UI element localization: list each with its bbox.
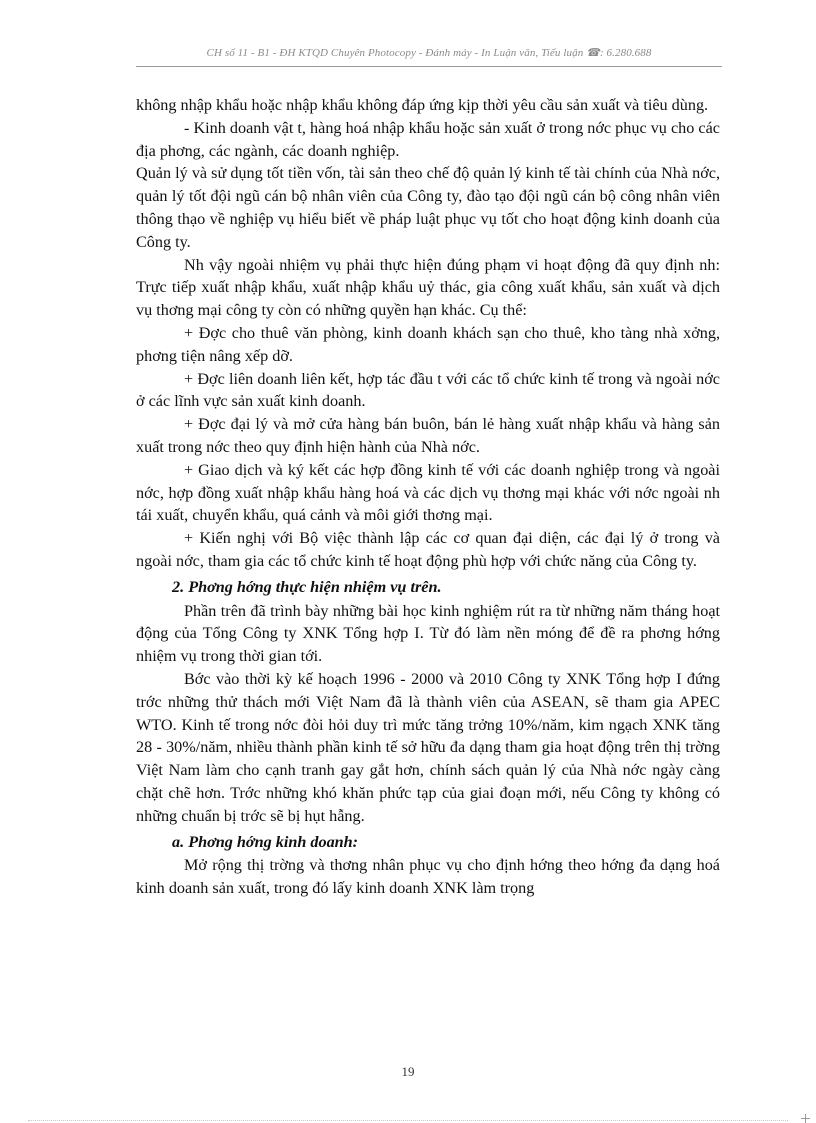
footer-divider: [28, 1120, 788, 1121]
document-body: [136, 94, 720, 900]
paragraph: Bớc vào thời kỳ kế hoạch 1996 - 2000 và 2010 Công ty XNK Tổng hợp I đứng trớc những thử thách mới Việt Nam đã là thành viên của ASEAN, sẽ tham gia APEC WTO. Kinh tế trong nớc đòi hỏi duy trì mức tăng trởng 10%/năm, kim ngạch XNK tăng 28 - 30%/năm, nhiều thành phần kinh tế sở hữu đa dạng tham gia hoạt động trên thị trờng Việt Nam làm cho cạnh tranh gay gắt hơn, chính sách quản lý của Nhà nớc ngày càng chặt chẽ hơn. Trớc những khó khăn phức tạp của giai đoạn mới, nếu Công ty không có những chuẩn bị trớc sẽ bị hụt hẫng.: [136, 669, 720, 825]
paragraph: Quản lý và sử dụng tốt tiền vốn, tài sản theo chế độ quản lý kinh tế tài chính của Nhà nớc, quản lý tốt đội ngũ cán bộ nhân viên của Công ty, đào tạo đội ngũ cán bộ công nhân viên thông thạo về nghiệp vụ hiểu biết về pháp luật phục vụ tốt cho hoạt động kinh doanh của Công ty.: [136, 164, 720, 251]
page-number: 19: [401, 1064, 415, 1079]
corner-crop-mark: [801, 1114, 810, 1123]
paragraph: + Đợc liên doanh liên kết, hợp tác đầu t với các tổ chức kinh tế trong và ngoài nớc ở các lĩnh vực sản xuất kinh doanh.: [136, 369, 720, 411]
page-header: CH số 11 - B1 - ĐH KTQD Chuyên Photocopy - Đánh máy - In Luận văn, Tiểu luận ☎: 6.280.688: [206, 47, 652, 59]
paragraph: Mở rộng thị trờng và thơng nhân phục vụ cho định hớng theo hớng đa dạng hoá kinh doanh sản xuất, trong đó lấy kinh doanh XNK làm trọng: [136, 856, 720, 898]
paragraph: Nh vậy ngoài nhiệm vụ phải thực hiện đúng phạm vi hoạt động đã quy định nh: Trực tiếp xuất nhập khẩu, xuất nhập khẩu uỷ thác, gia công xuất khẩu, sản xuất và dịch vụ thơng mại công ty còn có những quyền hạn khác. Cụ thể:: [136, 255, 720, 320]
header-divider: [136, 66, 722, 67]
subsection-heading: a. Phơng hớng kinh doanh:: [172, 832, 359, 851]
paragraph: + Đợc cho thuê văn phòng, kinh doanh khách sạn cho thuê, kho tàng nhà xởng, phơng tiện nâng xếp dỡ.: [136, 323, 720, 365]
paragraph: - Kinh doanh vật t, hàng hoá nhập khẩu hoặc sản xuất ở trong nớc phục vụ cho các địa phơng, các ngành, các doanh nghiệp.: [136, 118, 720, 160]
paragraph: không nhập khẩu hoặc nhập khẩu không đáp ứng kịp thời yêu cầu sản xuất và tiêu dùng.: [136, 96, 709, 114]
paragraph: + Đợc đại lý và mở cửa hàng bán buôn, bán lẻ hàng xuất nhập khẩu và hàng sản xuất trong nớc theo quy định hiện hành của Nhà nớc.: [136, 415, 720, 456]
paragraph: Phần trên đã trình bày những bài học kinh nghiệm rút ra từ những năm tháng hoạt động của Tổng Công ty XNK Tổng hợp I. Từ đó làm nền móng để đề ra phơng hớng nhiệm vụ trong thời gian tới.: [136, 601, 720, 666]
paragraph: + Kiến nghị với Bộ việc thành lập các cơ quan đại diện, các đại lý ở trong và ngoài nớc, tham gia các tổ chức kinh tế hoạt động phù hợp với chức năng của Công ty.: [136, 529, 720, 570]
paragraph: + Giao dịch và ký kết các hợp đồng kinh tế với các doanh nghiệp trong và ngoài nớc, hợp đồng xuất nhập khẩu hàng hoá và các dịch vụ thơng mại khác với nớc ngoài nh tái xuất, chuyển khẩu, quá cảnh và môi giới thơng mại.: [136, 460, 720, 525]
section-heading: 2. Phơng hớng thực hiện nhiệm vụ trên.: [172, 577, 442, 596]
